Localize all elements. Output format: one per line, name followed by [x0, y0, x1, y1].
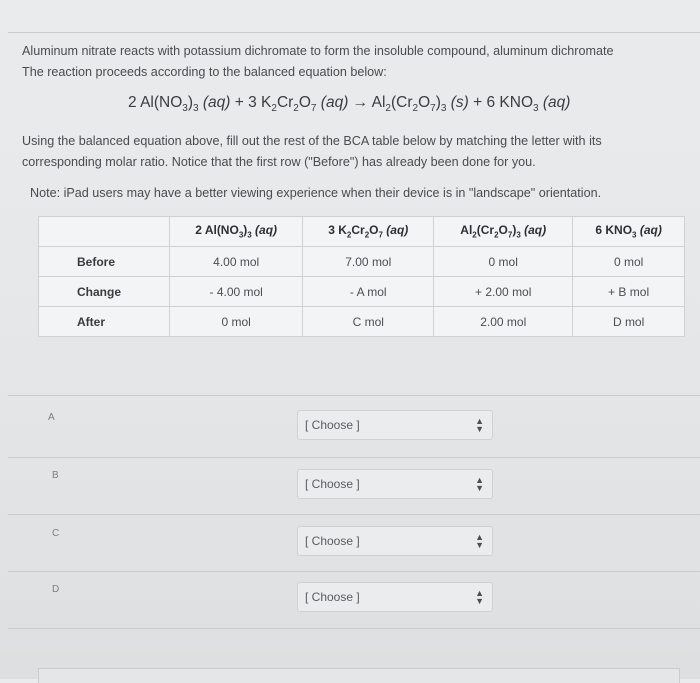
select-arrows-icon: ▲ ▼ — [475, 532, 484, 550]
instructions-line-1: Using the balanced equation above, fill out the rest of the BCA table below by matching the letter with its — [22, 134, 602, 148]
bca-table — [38, 216, 685, 337]
ipad-note: Note: iPad users may have a better viewing experience when their device is in "landscape" orientation. — [30, 186, 602, 200]
table-cell: C mol — [303, 307, 434, 337]
select-a-value: [ Choose ] — [305, 418, 360, 432]
table-cell: D mol — [573, 307, 685, 337]
next-panel-edge — [38, 668, 680, 683]
table-cell: + B mol — [573, 277, 685, 307]
select-arrows-icon: ▲ ▼ — [475, 475, 484, 493]
select-arrows-icon: ▲ ▼ — [475, 588, 484, 606]
header-al-nitrate: 2 $Al(NO_3)_3$ (aq) — [170, 217, 303, 247]
divider — [8, 571, 700, 572]
header-al-dichromate: $Al_2(Cr_2O_7)_3$ (aq) — [434, 217, 573, 247]
table-cell: - 4.00 mol — [170, 277, 303, 307]
header-empty — [39, 217, 170, 247]
header-k-dichromate: 3 $K_2Cr_2O_7$ (aq) — [303, 217, 434, 247]
table-cell: 7.00 mol — [303, 247, 434, 277]
table-cell: + 2.00 mol — [434, 277, 573, 307]
instructions-line-2: corresponding molar ratio. Notice that the first row ("Before") has already been done for you. — [22, 155, 536, 169]
table-row — [39, 307, 685, 337]
table-cell: 4.00 mol — [170, 247, 303, 277]
table-header-row — [39, 217, 685, 247]
intro-line-2: The reaction proceeds according to the balanced equation below: — [22, 65, 387, 79]
row-label-before: Before — [39, 247, 170, 277]
table-row — [39, 277, 685, 307]
table-cell: 0 mol — [170, 307, 303, 337]
balanced-equation: 2 $Al(NO_3)_3$ (aq) + 3 $K_2Cr_2O_7$ $(aq) \to Al_2(Cr_2O_7)_3$ (s) + 6 $KNO_3$ (aq) — [128, 94, 571, 115]
header-k-nitrate: 6 $KNO_3$ (aq) — [573, 217, 685, 247]
select-c[interactable] — [297, 526, 493, 556]
divider — [8, 395, 700, 396]
select-arrows-icon: ▲ ▼ — [475, 416, 484, 434]
divider — [8, 628, 700, 629]
select-c-value: [ Choose ] — [305, 534, 360, 548]
match-letter-d: D — [52, 584, 60, 595]
row-label-after: After — [39, 307, 170, 337]
match-letter-c: C — [52, 528, 60, 539]
row-label-change: Change — [39, 277, 170, 307]
top-divider — [8, 32, 700, 33]
match-letter-b: B — [52, 470, 59, 481]
table-row — [39, 247, 685, 277]
divider — [8, 514, 700, 515]
match-letter-a: A — [48, 412, 55, 423]
select-d-value: [ Choose ] — [305, 590, 360, 604]
table-cell: - A mol — [303, 277, 434, 307]
table-cell: 2.00 mol — [434, 307, 573, 337]
select-a[interactable] — [297, 410, 493, 440]
select-b-value: [ Choose ] — [305, 477, 360, 491]
divider — [8, 457, 700, 458]
intro-line-1: Aluminum nitrate reacts with potassium dichromate to form the insoluble compound, aluminum dichromate — [22, 44, 614, 58]
table-cell: 0 mol — [434, 247, 573, 277]
table-cell: 0 mol — [573, 247, 685, 277]
select-b[interactable] — [297, 469, 493, 499]
reaction-arrow: → — [348, 94, 372, 111]
select-d[interactable] — [297, 582, 493, 612]
